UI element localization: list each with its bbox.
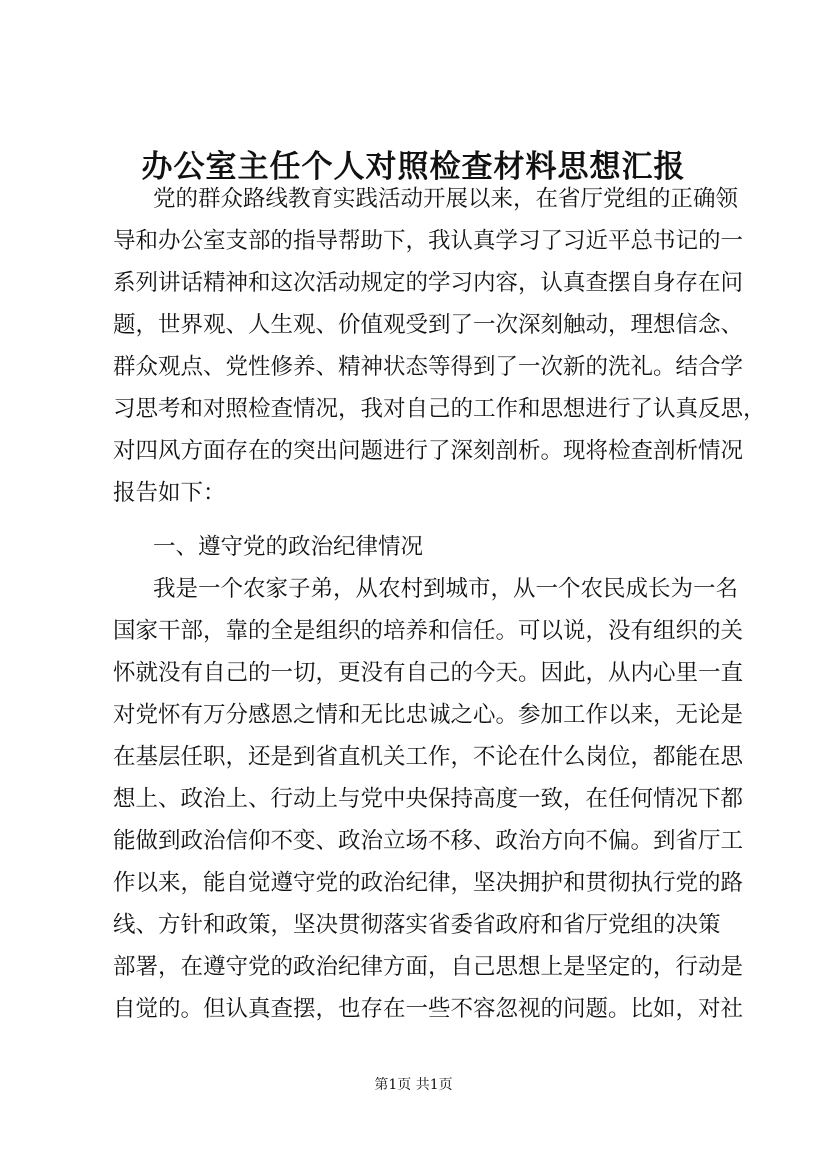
body-line: 在基层任职，还是到省直机关工作，不论在什么岗位，都能在思 xyxy=(113,744,744,770)
body-line: 对党怀有万分感恩之情和无比忠诚之心。参加工作以来，无论是 xyxy=(113,702,744,728)
body-line: 线、方针和政策，坚决贯彻落实省委省政府和省厅党组的决策 xyxy=(113,912,721,938)
body-line: 自觉的。但认真查摆，也存在一些不容忽视的问题。比如，对社 xyxy=(113,996,744,1022)
section-heading: 一、遵守党的政治纪律情况 xyxy=(153,534,424,560)
body-line: 国家干部，靠的全是组织的培养和信任。可以说，没有组织的关 xyxy=(113,618,744,644)
body-line: 题，世界观、人生观、价值观受到了一次深刻触动，理想信念、 xyxy=(113,312,744,338)
body-line: 习思考和对照检查情况，我对自己的工作和思想进行了认真反思， xyxy=(113,396,766,422)
body-line: 群众观点、党性修养、精神状态等得到了一次新的洗礼。结合学 xyxy=(113,354,744,380)
body-line: 怀就没有自己的一切，更没有自己的今天。因此，从内心里一直 xyxy=(113,660,744,686)
document-title: 办公室主任个人对照检查材料思想汇报 xyxy=(141,149,686,185)
body-line: 作以来，能自觉遵守党的政治纪律，坚决拥护和贯彻执行党的路 xyxy=(113,870,744,896)
body-line: 党的群众路线教育实践活动开展以来，在省厅党组的正确领 xyxy=(153,186,739,212)
body-line: 能做到政治信仰不变、政治立场不移、政治方向不偏。到省厅工 xyxy=(113,828,744,854)
page-footer: 第1页 共1页 xyxy=(374,1077,453,1093)
body-line: 导和办公室支部的指导帮助下，我认真学习了习近平总书记的一 xyxy=(113,228,744,254)
body-line: 想上、政治上、行动上与党中央保持高度一致，在任何情况下都 xyxy=(113,786,744,812)
body-line: 我是一个农家子弟，从农村到城市，从一个农民成长为一名 xyxy=(153,576,739,602)
body-line: 报告如下： xyxy=(113,480,226,506)
body-line: 对四风方面存在的突出问题进行了深刻剖析。现将检查剖析情况 xyxy=(113,438,744,464)
body-line: 部署，在遵守党的政治纪律方面，自己思想上是坚定的，行动是 xyxy=(113,954,744,980)
body-line: 系列讲话精神和这次活动规定的学习内容，认真查摆自身存在问 xyxy=(113,270,744,296)
